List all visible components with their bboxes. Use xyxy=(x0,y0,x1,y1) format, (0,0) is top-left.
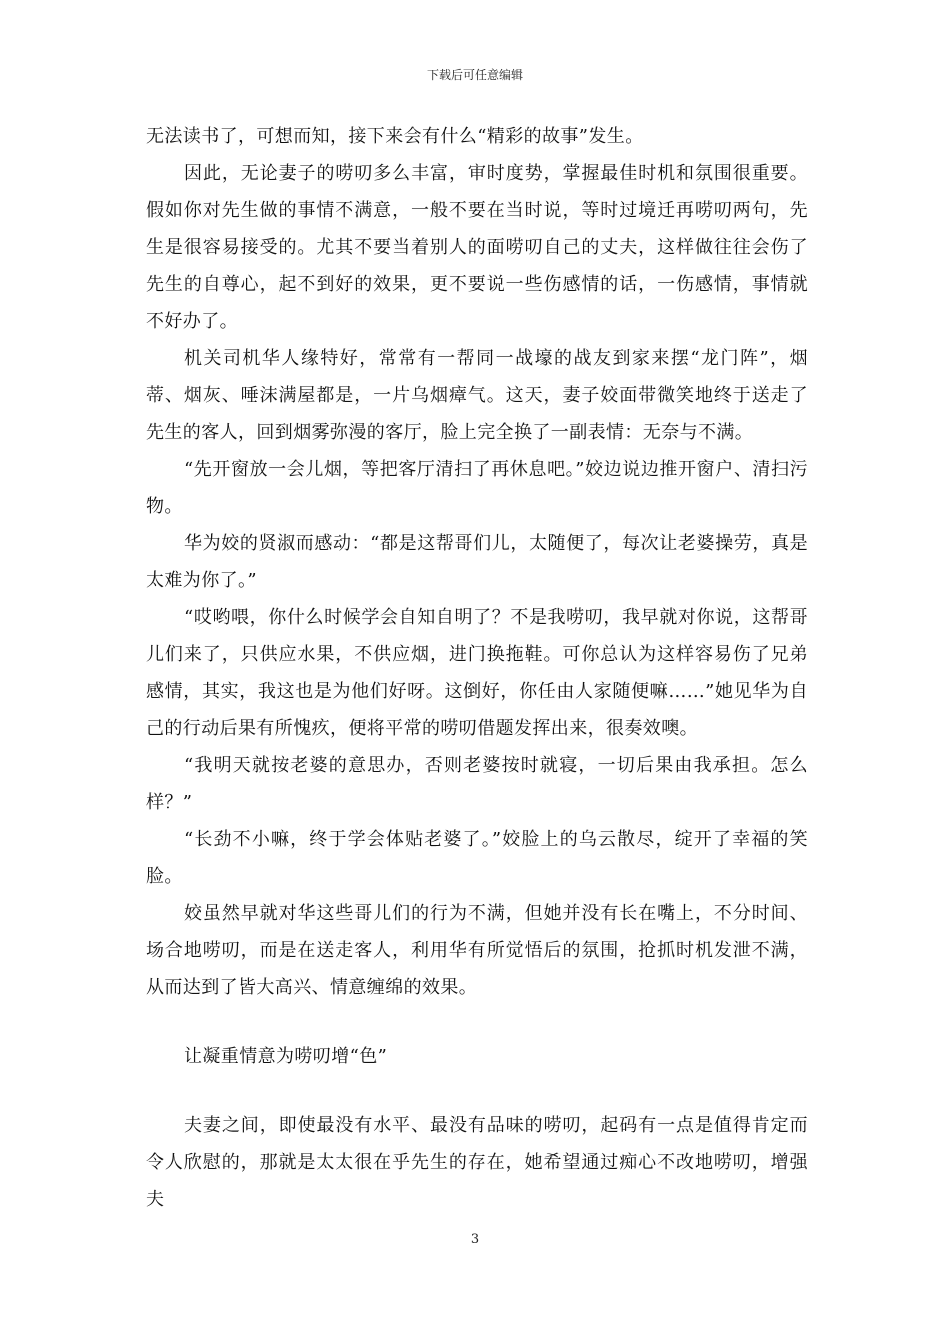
paragraph: “长劲不小嘛，终于学会体贴老婆了。”姣脸上的乌云散尽，绽开了幸福的笑脸。 xyxy=(146,829,808,887)
document-body xyxy=(146,118,808,1218)
paragraph: 姣虽然早就对华这些哥儿们的行为不满，但她并没有长在嘴上，不分时间、场合地唠叨，而是在送走客人，利用华有所觉悟后的氛围，抢抓时机发泄不满，从而达到了皆大高兴、情意缠绵的效果。 xyxy=(146,903,808,998)
page-header: 下载后可任意编辑 xyxy=(426,68,523,82)
spacer xyxy=(146,1006,808,1038)
paragraph: “我明天就按老婆的意思办，否则老婆按时就寝，一切后果由我承担。怎么样？” xyxy=(146,755,808,813)
page-number: 3 xyxy=(470,1232,480,1247)
paragraph: 因此，无论妻子的唠叨多么丰富，审时度势，掌握最佳时机和氛围很重要。假如你对先生做的事情不满意，一般不要在当时说，等时过境迁再唠叨两句，先生是很容易接受的。尤其不要当着别人的面唠叨自己的丈夫，这样做往往会伤了先生的自尊心，起不到好的效果，更不要说一些伤感情的话，一伤感情，事情就不好办了。 xyxy=(146,163,808,332)
paragraph: 夫妻之间，即使最没有水平、最没有品味的唠叨，起码有一点是值得肯定而令人欣慰的，那就是太太很在乎先生的存在，她希望通过痴心不改地唠叨，增强夫 xyxy=(146,1115,808,1210)
paragraph: “哎哟喂，你什么时候学会自知自明了？不是我唠叨，我早就对你说，这帮哥儿们来了，只供应水果，不供应烟，进门换拖鞋。可你总认为这样容易伤了兄弟感情，其实，我这也是为他们好呀。这倒好，你任由人家随便嘛……”她见华为自己的行动后果有所愧疚，便将平常的唠叨借题发挥出来，很奏效噢。 xyxy=(146,607,808,739)
paragraph: 华为姣的贤淑而感动：“都是这帮哥们儿，太随便了，每次让老婆操劳，真是太难为你了。” xyxy=(146,533,808,591)
section-heading: 让凝重情意为唠叨增“色” xyxy=(184,1046,388,1067)
paragraph: 机关司机华人缘特好，常常有一帮同一战壕的战友到家来摆“龙门阵”，烟蒂、烟灰、唾沫满屋都是，一片乌烟瘴气。这天，妻子姣面带微笑地终于送走了先生的客人，回到烟雾弥漫的客厅，脸上完全换了一副表情：无奈与不满。 xyxy=(146,348,808,443)
paragraph: “先开窗放一会儿烟，等把客厅清扫了再休息吧。”姣边说边推开窗户、清扫污物。 xyxy=(146,459,808,517)
spacer xyxy=(146,1075,808,1107)
paragraph-continuation: 无法读书了，可想而知，接下来会有什么“精彩的故事”发生。 xyxy=(146,126,644,147)
